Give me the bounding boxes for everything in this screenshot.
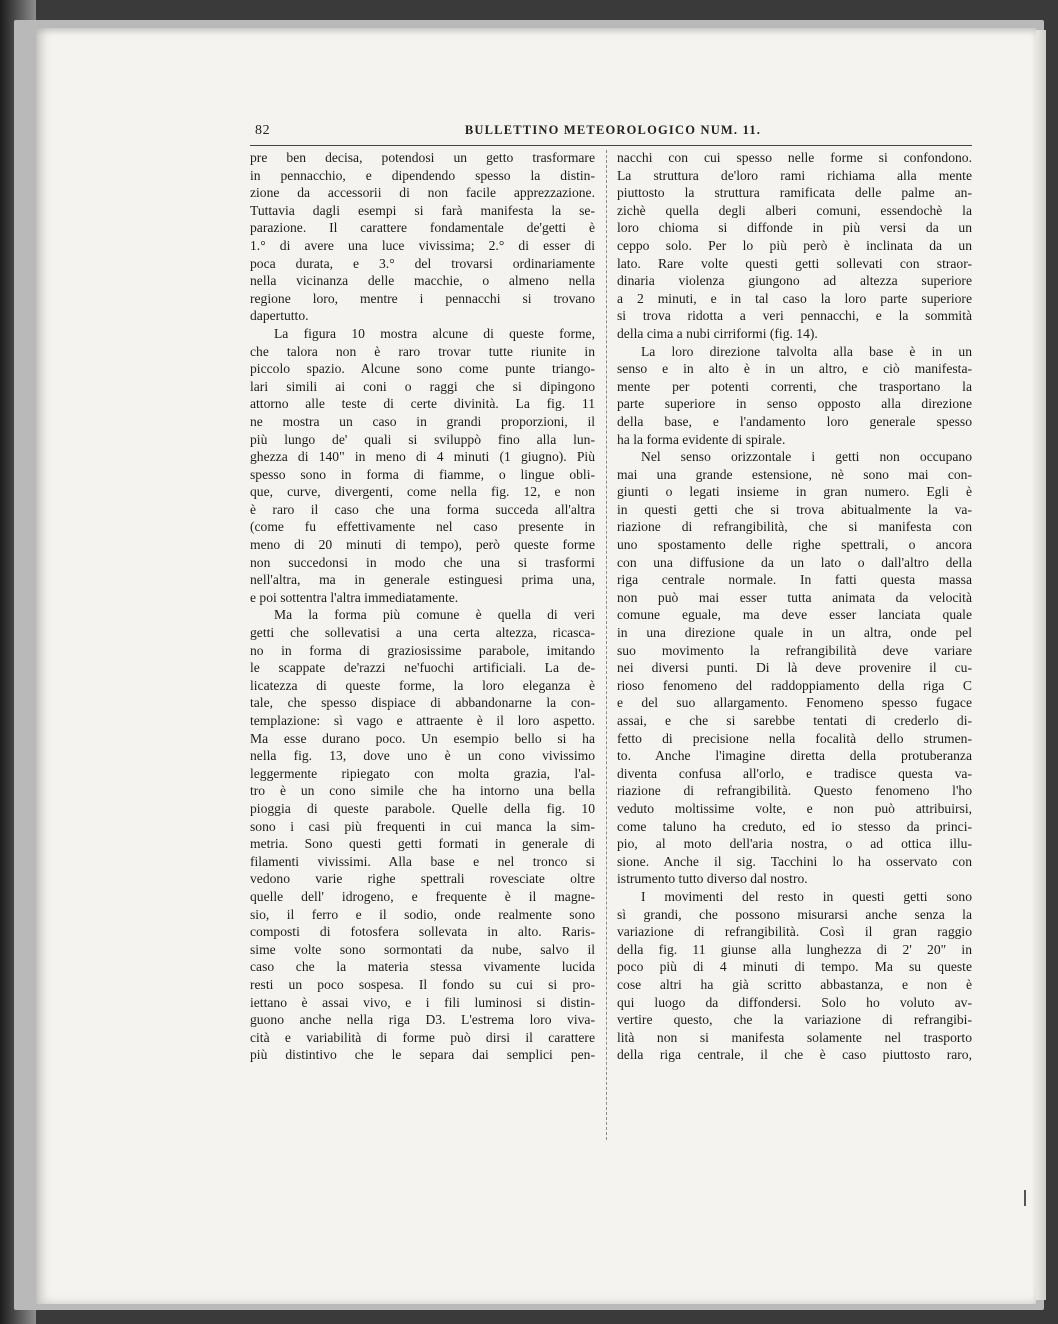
text-line: con una diffusione da un lato o dall'altro della bbox=[617, 554, 972, 570]
text-line: tale, che spesso dispiace di abbandonarne la con- bbox=[250, 695, 595, 711]
text-line: vedono varie righe spettrali rovesciate oltre bbox=[250, 871, 595, 887]
text-line: pioggia di queste parabole. Quelle della fig. 10 bbox=[250, 800, 595, 816]
text-line: nella vicinanza delle macchie, o almeno nella bbox=[250, 273, 595, 289]
text-line: meno di 20 minuti di tempo), però queste forme bbox=[250, 537, 595, 553]
text-line: non succedonsi in modo che una si trasformi bbox=[250, 554, 595, 570]
margin-mark bbox=[1024, 1190, 1026, 1206]
text-line: pre ben decisa, potendosi un getto trasformare bbox=[250, 150, 595, 165]
text-line: ne mostra un caso in grandi proporzioni, il bbox=[250, 413, 595, 429]
text-line: nei diversi punti. Di là deve provenire il cu- bbox=[617, 660, 972, 676]
text-line: guono anche nella riga D3. L'estrema loro viva- bbox=[250, 1012, 595, 1028]
text-line: dapertutto. bbox=[250, 308, 309, 324]
text-line: lità non si manifesta solamente nel trasporto bbox=[617, 1029, 972, 1045]
text-line: a 2 minuti, e in tal caso la loro parte superiore bbox=[617, 290, 972, 306]
text-line: La loro direzione talvolta alla base è in un bbox=[641, 343, 972, 359]
text-line: composti di fotosfera sollevata in alto. Raris- bbox=[250, 924, 595, 940]
text-line: sono i casi più frequenti in cui manca la sim- bbox=[250, 818, 595, 834]
text-line: suo movimento la refrangibilità deve variare bbox=[617, 642, 972, 658]
text-line: vertire questo, che la variazione di refrangibi- bbox=[617, 1012, 972, 1028]
text-line: riga centrale normale. In fatti questa massa bbox=[617, 572, 972, 588]
text-line: si trova ridotta a veri pennacchi, e la sommità bbox=[617, 308, 972, 324]
text-line: quelle dell' idrogeno, e frequente è il magne- bbox=[250, 888, 595, 904]
text-line: loro chioma si diffonde in più versi da un bbox=[617, 220, 972, 236]
text-line: mente per potenti correnti, che trasportano la bbox=[617, 378, 972, 394]
text-line: veduto moltissime volte, e non può attribuirsi, bbox=[617, 800, 972, 816]
text-line: La struttura de'loro rami richiama alla mente bbox=[617, 167, 972, 183]
text-line: della riga centrale, il che è caso piuttosto raro, bbox=[617, 1047, 972, 1063]
text-line: regione loro, mentre i pennacchi si trovano bbox=[250, 290, 595, 306]
text-line: ha la forma evidente di spirale. bbox=[617, 431, 786, 447]
text-line: metria. Sono questi getti formati in generale di bbox=[250, 836, 595, 852]
text-line: sio, il ferro e il sodio, onde realmente sono bbox=[250, 906, 595, 922]
text-line: in questi getti che si trova abitualmente la va- bbox=[617, 501, 972, 517]
text-line: cità e variabilità di forme può dirsi il carattere bbox=[250, 1029, 595, 1045]
text-line: lato. Rare volte questi getti sollevati con straor- bbox=[617, 255, 972, 271]
text-line: ghezza di 140" in meno di 4 minuti (1 giugno). Più bbox=[250, 449, 595, 465]
text-line: in pennacchio, e dipendendo spesso la distin- bbox=[250, 167, 595, 183]
text-line: parazione. Il carattere fondamentale de'getti è bbox=[250, 220, 595, 236]
text-line: della cima a nubi cirriformi (fig. 14). bbox=[617, 325, 818, 341]
right-column bbox=[617, 149, 972, 1064]
page-fore-edge bbox=[1036, 30, 1046, 1300]
text-line: come taluno ha creduto, ed io stesso da princi- bbox=[617, 818, 972, 834]
text-line: e poi sottentra l'altra immediatamente. bbox=[250, 589, 459, 605]
text-line: dinaria violenza giungono ad altezza superiore bbox=[617, 273, 972, 289]
text-line: nella fig. 13, dove uno è un cono vivissimo bbox=[250, 748, 595, 764]
text-line: riazione di refrangibilità. Questo fenomeno l'ho bbox=[617, 783, 972, 799]
text-line: tro è un cono simile che ha intorno una bella bbox=[250, 783, 595, 799]
text-line: in una direzione quale in un altra, onde pel bbox=[617, 625, 972, 641]
text-line: non può mai esser tutta animata da velocità bbox=[617, 589, 972, 605]
text-line: più lungo de' quali si sviluppò fino alla lun- bbox=[250, 431, 595, 447]
header-rule bbox=[250, 145, 972, 146]
text-line: poca durata, e 3.° del trovarsi ordinariamente bbox=[250, 255, 595, 271]
column-divider bbox=[606, 150, 607, 1140]
left-column bbox=[250, 149, 595, 1064]
running-title: BULLETTINO METEOROLOGICO NUM. 11. bbox=[464, 123, 762, 137]
text-line: iettano è assai vivo, e i fili luminosi si distin- bbox=[250, 994, 595, 1010]
text-line: nell'altra, ma in generale estinguesi prima una, bbox=[250, 572, 595, 588]
text-line: nacchi con cui spesso nelle forme si confondono. bbox=[617, 150, 972, 165]
text-line: assai, e che si sarebbe tentati di crederlo di- bbox=[617, 713, 972, 728]
text-line: uno spostamento delle righe spettrali, o ancora bbox=[617, 537, 972, 553]
text-line: poco più di 4 minuti di tempo. Ma su queste bbox=[617, 959, 972, 975]
text-line: ceppo solo. Per lo più però è inclinata da un bbox=[617, 237, 972, 253]
running-header bbox=[255, 119, 971, 141]
text-line: della fig. 11 giunse alla lunghezza di 2' 20" in bbox=[617, 941, 972, 957]
text-line: mai una grande estensione, nè sono mai con- bbox=[617, 466, 972, 482]
text-line: attorno alle teste di certe divinità. La fig. 11 bbox=[250, 396, 595, 412]
page-number: 82 bbox=[255, 123, 271, 138]
text-line: variazione di refrangibilità. Così il gran raggio bbox=[617, 924, 972, 940]
text-line: istrumento tutto diverso dal nostro. bbox=[617, 871, 808, 887]
text-line: e del suo allargamento. Fenomeno spesso fugace bbox=[617, 695, 972, 711]
text-line: filamenti vivissimi. Alla base e nel tronco si bbox=[250, 853, 595, 869]
text-line: rioso fenomeno del raddoppiamento della riga C bbox=[617, 677, 972, 693]
text-line: qui luogo da diffondersi. Solo ho voluto av- bbox=[617, 994, 972, 1010]
text-line: lari simili ai coni o raggi che si dipingono bbox=[250, 378, 595, 394]
text-line: que, curve, divergenti, come nella fig. 12, e non bbox=[250, 484, 595, 500]
text-line: getti che sollevatisi a una certa altezza, ricasca- bbox=[250, 625, 595, 641]
text-line: Ma la forma più comune è quella di veri bbox=[274, 607, 595, 623]
text-line: zione da accessorii di non facile apprezzazione. bbox=[250, 185, 595, 201]
text-line: (come fu effettivamente nel caso presente in bbox=[250, 519, 595, 535]
text-line: Tuttavia dagli esempi si farà manifesta la se- bbox=[250, 202, 595, 218]
text-line: comune eguale, ma deve esser lanciata quale bbox=[617, 607, 972, 623]
text-line: caso che la materia stessa vivamente lucida bbox=[250, 959, 595, 975]
text-line: resti un poco sospesa. Il fondo su cui si pro- bbox=[250, 976, 595, 992]
text-line: più distintivo che le separa dai semplici pen- bbox=[250, 1047, 595, 1063]
text-line: cose altri ha già scritto abbastanza, e non è bbox=[617, 976, 972, 992]
text-line: no in forma di graziosissime parabole, imitando bbox=[250, 642, 595, 658]
text-line: giunti o legati insieme in gran numero. Egli è bbox=[617, 484, 972, 500]
text-line: Ma esse durano poco. Un esempio bello si ha bbox=[250, 730, 595, 746]
text-line: parte superiore in senso opposto alla direzione bbox=[617, 396, 972, 412]
text-line: I movimenti del resto in questi getti sono bbox=[641, 888, 972, 904]
text-line: La figura 10 mostra alcune di queste forme, bbox=[274, 325, 595, 341]
text-line: che talora non è raro trovar tutte riunite in bbox=[250, 343, 595, 359]
text-line: spesso sono in forma di fiamme, o lingue obli- bbox=[250, 466, 595, 482]
text-line: leggermente ripiegato con molta grazia, l'al- bbox=[250, 765, 595, 781]
text-line: sione. Anche il sig. Tacchini lo ha osservato con bbox=[617, 853, 972, 869]
text-line: è raro il caso che una forma succeda all'altra bbox=[250, 501, 595, 517]
text-line: piuttosto la struttura ramificata delle palme an- bbox=[617, 185, 972, 201]
text-line: le scappate de'razzi ne'fuochi artificiali. La de- bbox=[250, 660, 595, 676]
text-line: templazione: sì vago e attraente è il loro aspetto. bbox=[250, 713, 595, 728]
text-line: diventa confusa all'orlo, e tradisce questa va- bbox=[617, 765, 972, 781]
text-line: piccolo spazio. Alcune sono come punte triango- bbox=[250, 361, 595, 377]
text-line: riazione di refrangibilità, che si manifesta con bbox=[617, 519, 972, 535]
text-line: 1.° di avere una luce vivissima; 2.° di esser di bbox=[250, 237, 595, 253]
text-line: della base, e l'andamento loro generale spesso bbox=[617, 413, 972, 429]
text-line: sì grandi, che possono misurarsi anche senza la bbox=[617, 906, 972, 922]
text-line: fetto di precisione nella focalità dello strumen- bbox=[617, 730, 972, 746]
text-line: Nel senso orizzontale i getti non occupano bbox=[641, 449, 972, 465]
text-line: licatezza di queste forme, la loro eleganza è bbox=[250, 677, 595, 693]
text-line: sime volte sono sormontati da nube, salvo il bbox=[250, 941, 595, 957]
text-line: to. Anche l'imagine diretta della protuberanza bbox=[617, 748, 972, 764]
text-line: pio, al moto dell'aria nostra, o ad ottica illu- bbox=[617, 836, 972, 852]
text-line: senso e in alto è in un altro, e ciò manifesta- bbox=[617, 361, 972, 377]
text-line: zichè quella degli alberi comuni, essendochè la bbox=[617, 202, 972, 218]
